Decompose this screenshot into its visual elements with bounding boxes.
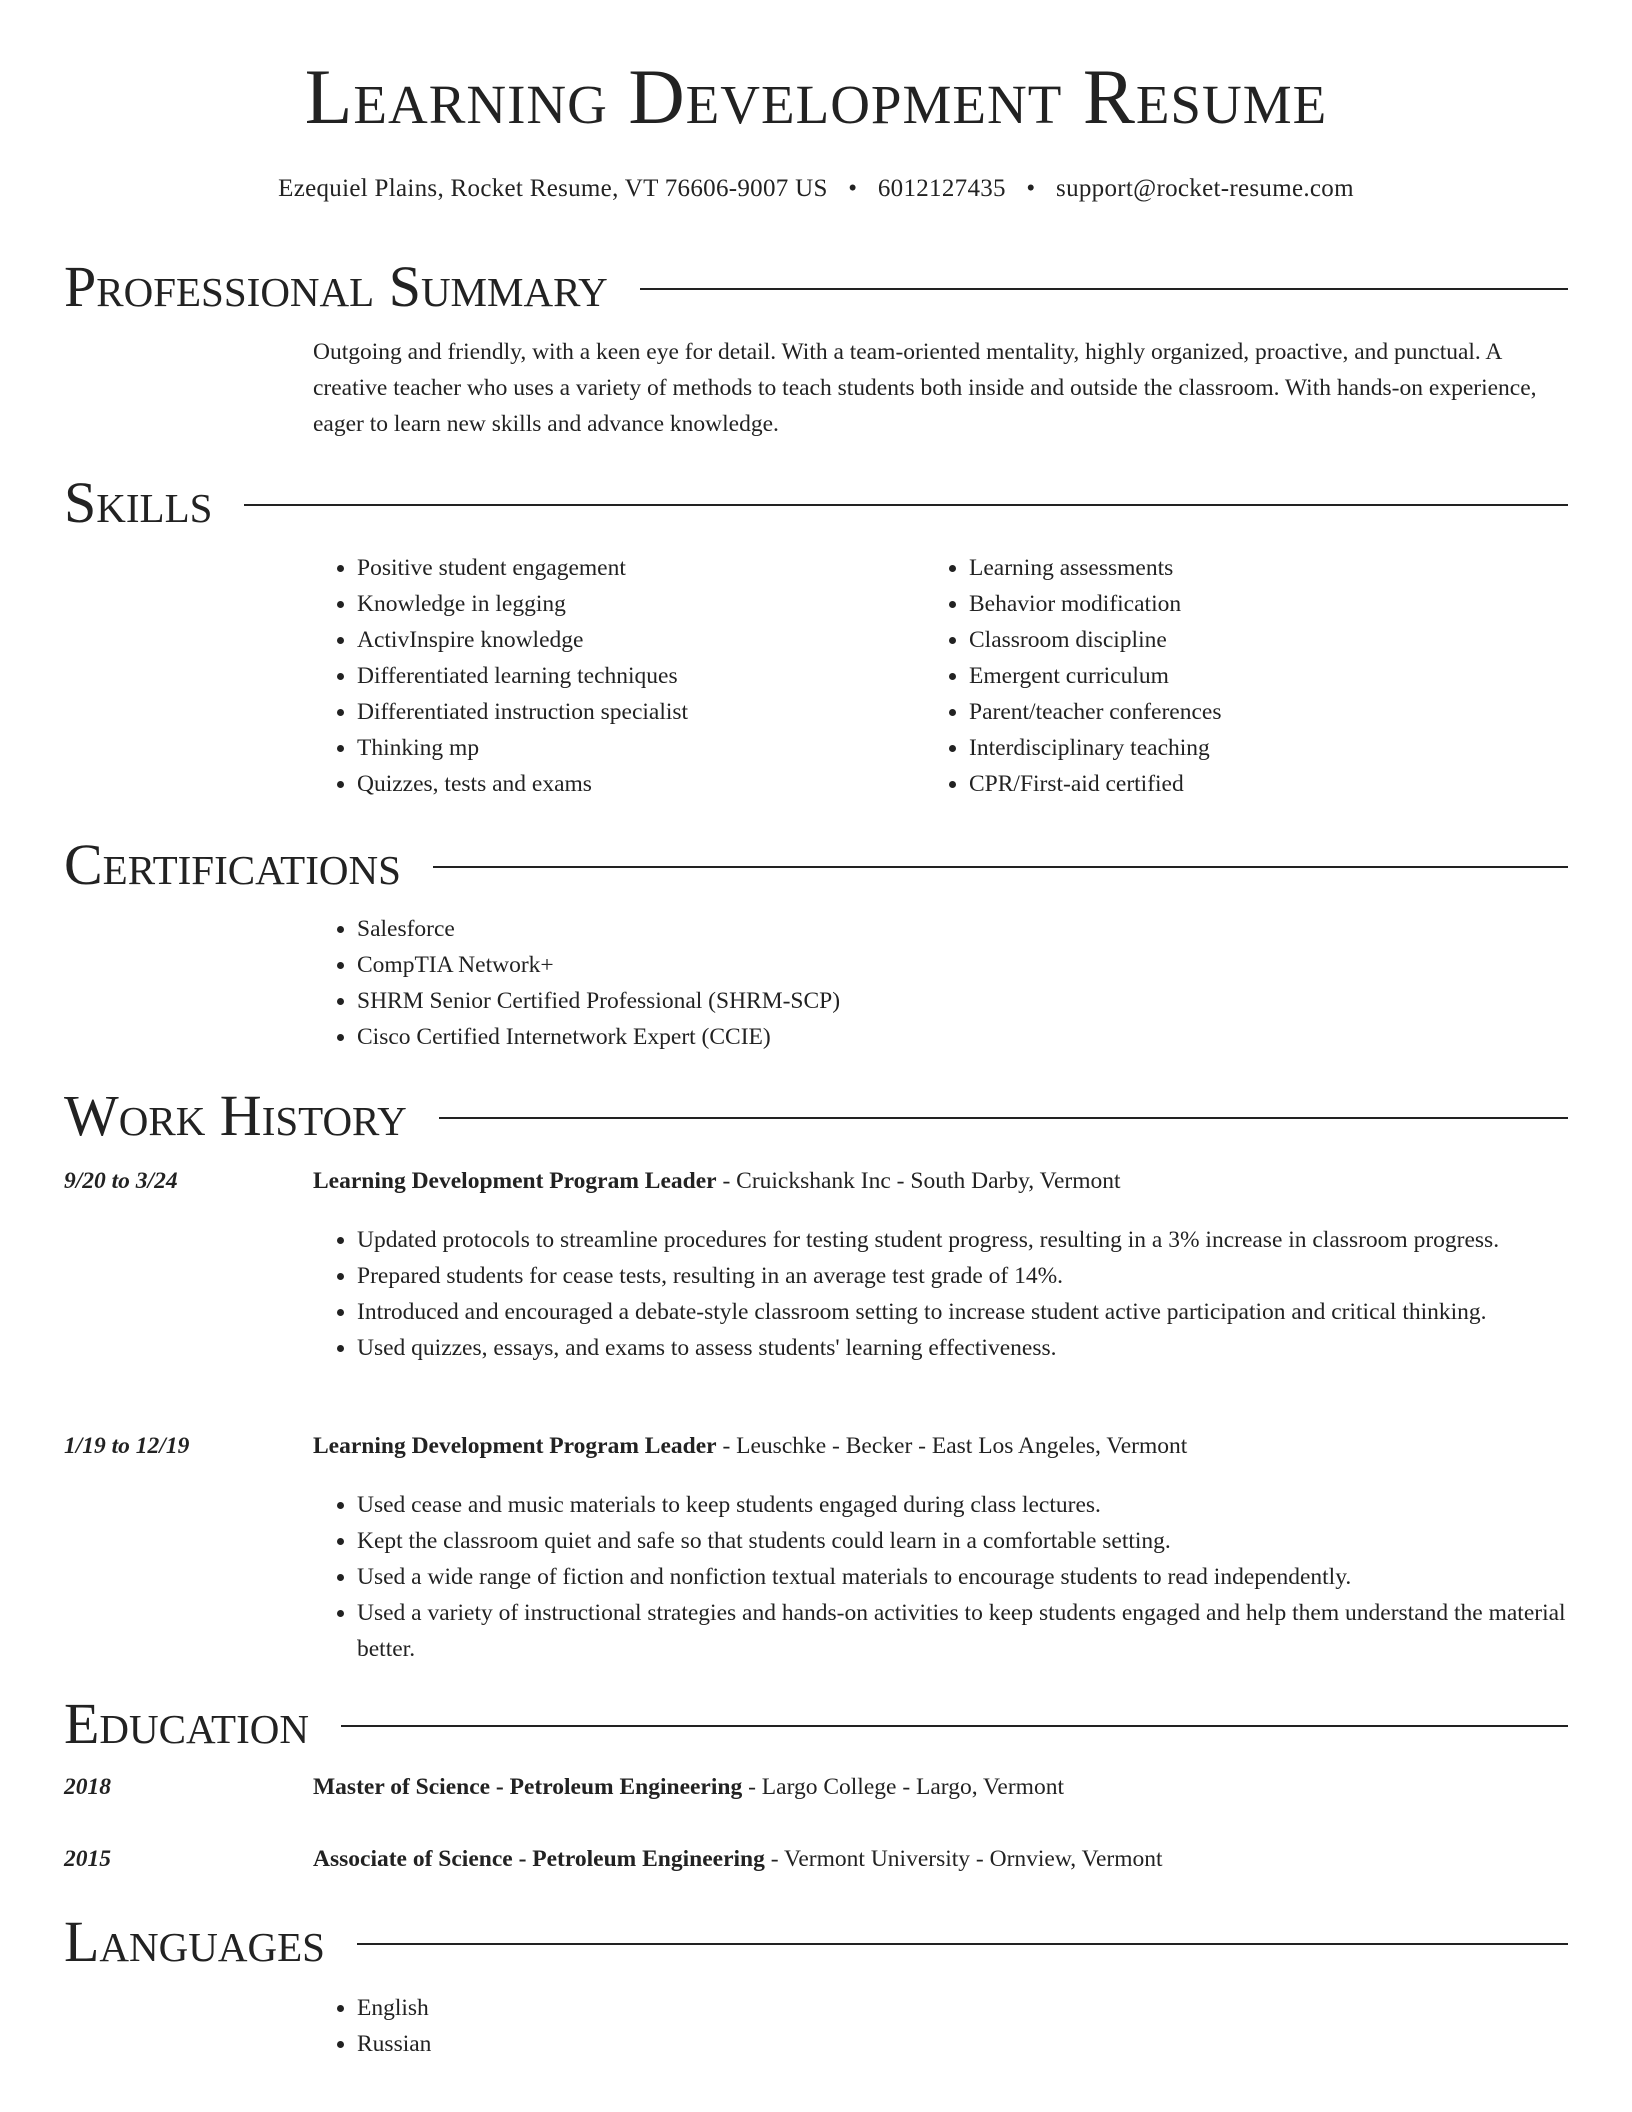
- job-bullet: • Used a variety of instructional strategies and hands-on activities to keep students engaged and help them understand the material better.: [357, 1595, 1568, 1667]
- certification-item: • Cisco Certified Internetwork Expert (CCIE): [357, 1019, 1568, 1055]
- certification-item: • Salesforce: [357, 911, 1568, 947]
- summary-text: Outgoing and friendly, with a keen eye for detail. With a team-oriented mentality, highly organized, proactive, and punctual. A creative teacher who uses a variety of methods to teach students both inside and outside the classroom. With hands-on experience, eager to learn new skills and advance knowledge.: [313, 339, 1537, 437]
- certification-item: • CompTIA Network+: [357, 947, 1568, 983]
- section-divider: [439, 1117, 1568, 1119]
- job-dates: 1/19 to 12/19: [64, 1433, 190, 1459]
- skill-item: • Learning assessments: [969, 550, 1525, 586]
- job-employer: - Leuschke - Becker - East Los Angeles, Vermont: [716, 1433, 1188, 1459]
- job-bullets-wrap: [313, 1222, 1568, 1366]
- resume-title: Learning Development Resume: [304, 53, 1328, 140]
- contact-email[interactable]: support@rocket-resume.com: [1056, 175, 1354, 202]
- language-item: • Russian: [357, 2026, 1568, 2062]
- skill-item: • Thinking mp: [357, 730, 913, 766]
- language-item: • English: [357, 1990, 1568, 2026]
- languages-heading: Languages: [64, 1909, 325, 1974]
- work-heading: Work History: [64, 1083, 407, 1148]
- skills-left-list: [313, 550, 913, 802]
- skill-item: • Classroom discipline: [969, 622, 1525, 658]
- skill-item: • Differentiated instruction specialist: [357, 694, 913, 730]
- job-bullets: [313, 1222, 1568, 1366]
- certifications-list: [313, 911, 1568, 1055]
- job-heading: [313, 1433, 1568, 1460]
- skill-item: • Parent/teacher conferences: [969, 694, 1525, 730]
- education-year: 2018: [64, 1774, 111, 1800]
- job-bullets: [313, 1487, 1568, 1667]
- section-divider: [341, 1725, 1568, 1727]
- certification-item: • SHRM Senior Certified Professional (SHRM-SCP): [357, 983, 1568, 1019]
- job-bullet: • Used quizzes, essays, and exams to assess students' learning effectiveness.: [357, 1330, 1568, 1366]
- skills-heading: Skills: [64, 470, 213, 535]
- education-entry: [313, 1846, 1568, 1873]
- skill-item: • ActivInspire knowledge: [357, 622, 913, 658]
- languages-list-wrap: [313, 1990, 1568, 2062]
- skill-item: • CPR/First-aid certified: [969, 766, 1525, 802]
- skill-item: • Differentiated learning techniques: [357, 658, 913, 694]
- education-entry: [313, 1774, 1568, 1801]
- certifications-list-wrap: [313, 911, 1568, 1055]
- skills-right-list: [925, 550, 1525, 802]
- job-bullet: • Introduced and encouraged a debate-style classroom setting to increase student active participation and critical thinking.: [357, 1294, 1568, 1330]
- work-section-header: [64, 1083, 1568, 1148]
- skills-left-column: [313, 550, 913, 802]
- contact-separator: •: [1026, 175, 1036, 202]
- skill-item: • Positive student engagement: [357, 550, 913, 586]
- job-bullet: • Prepared students for cease tests, resulting in an average test grade of 14%.: [357, 1258, 1568, 1294]
- certifications-heading: Certifications: [64, 832, 401, 897]
- education-section-header: [64, 1691, 1568, 1756]
- section-divider: [433, 866, 1568, 868]
- education-degree: Master of Science - Petroleum Engineering: [313, 1774, 743, 1800]
- education-degree: Associate of Science - Petroleum Engineering: [313, 1846, 765, 1872]
- job-bullets-wrap: [313, 1487, 1568, 1667]
- job-heading: [313, 1168, 1568, 1195]
- contact-separator: •: [848, 175, 858, 202]
- job-bullet: • Used a wide range of fiction and nonfiction textual materials to encourage students to read independently.: [357, 1559, 1568, 1595]
- job-bullet: • Updated protocols to streamline procedures for testing student progress, resulting in a 3% increase in classroom progress.: [357, 1222, 1568, 1258]
- skill-item: • Interdisciplinary teaching: [969, 730, 1525, 766]
- section-divider: [244, 504, 1568, 506]
- job-bullet: • Used cease and music materials to keep students engaged during class lectures.: [357, 1487, 1568, 1523]
- education-year: 2015: [64, 1846, 111, 1872]
- skill-item: • Quizzes, tests and exams: [357, 766, 913, 802]
- summary-heading: Professional Summary: [64, 254, 608, 319]
- education-heading: Education: [64, 1691, 309, 1756]
- education-school: - Vermont University - Ornview, Vermont: [764, 1846, 1163, 1872]
- skill-item: • Knowledge in legging: [357, 586, 913, 622]
- skills-right-column: [925, 550, 1525, 802]
- certifications-section-header: [64, 832, 1568, 897]
- contact-phone: 6012127435: [877, 175, 1006, 202]
- job-employer: - Cruickshank Inc - South Darby, Vermont: [716, 1168, 1121, 1194]
- job-bullet: • Kept the classroom quiet and safe so that students could learn in a comfortable setting.: [357, 1523, 1568, 1559]
- section-divider: [640, 288, 1568, 290]
- summary-section-header: [64, 254, 1568, 319]
- skills-section-header: [64, 470, 1568, 535]
- skill-item: • Behavior modification: [969, 586, 1525, 622]
- job-title: Learning Development Program Leader: [313, 1433, 717, 1459]
- skill-item: • Emergent curriculum: [969, 658, 1525, 694]
- section-divider: [357, 1943, 1568, 1945]
- contact-address: Ezequiel Plains, Rocket Resume, VT 76606-9007 US: [278, 175, 828, 202]
- job-dates: 9/20 to 3/24: [64, 1168, 178, 1194]
- languages-section-header: [64, 1909, 1568, 1974]
- job-title: Learning Development Program Leader: [313, 1168, 717, 1194]
- contact-line: [0, 175, 1632, 203]
- languages-list: [313, 1990, 1568, 2062]
- education-school: - Largo College - Largo, Vermont: [742, 1774, 1064, 1800]
